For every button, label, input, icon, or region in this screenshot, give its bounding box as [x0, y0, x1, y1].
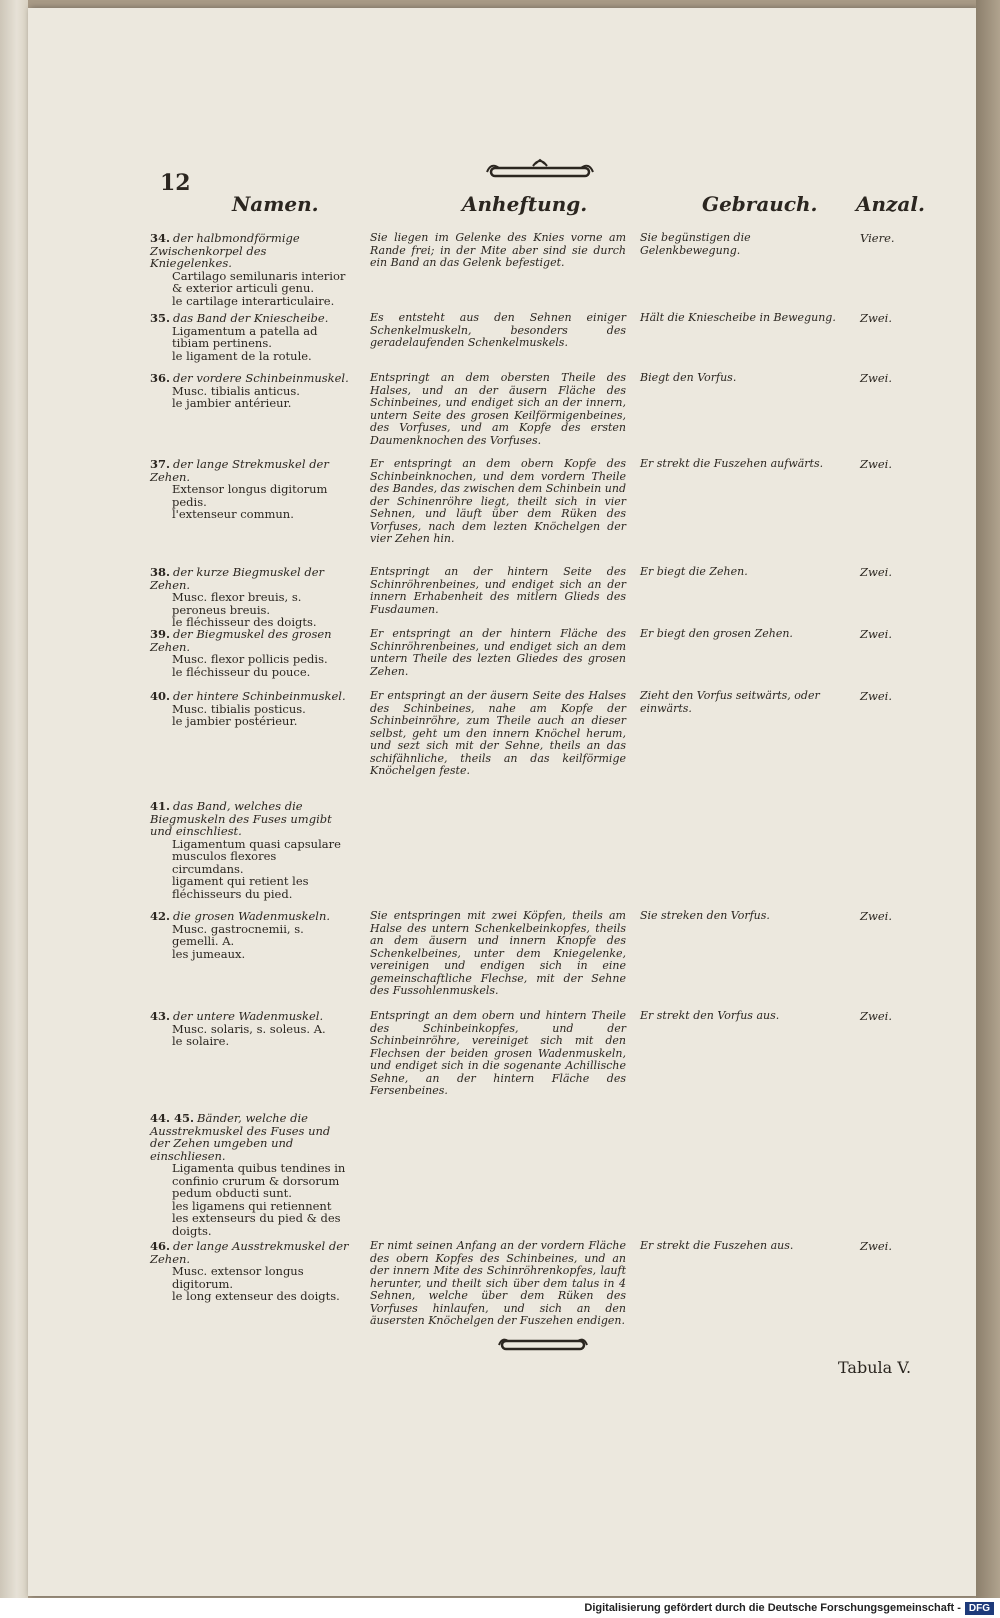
dfg-logo: DFG [965, 1602, 994, 1615]
entry-german-name: der halbmondförmige Zwischenkorpel des Kniegelenkes. [150, 231, 300, 270]
header-attachment: Anheftung. [462, 192, 588, 216]
entry-number: 40. [150, 689, 171, 703]
entry-german-name: der lange Strekmuskel der Zehen. [150, 457, 329, 484]
entry-number: 41. [150, 799, 171, 813]
entry-latin-name: Ligamenta quibus tendines in confinio crurum & dorsorum pedum obducti sunt. [172, 1161, 346, 1200]
scan-background-strip [976, 0, 1000, 1618]
entry-french-name: le jambier antérieur. [172, 396, 292, 410]
top-ornament [485, 158, 595, 186]
entry-number: 46. [150, 1239, 171, 1253]
entry-french-name: le jambier postérieur. [172, 714, 298, 728]
page-number: 12 [160, 170, 191, 196]
entry-french-name: le long extenseur des doigts. [172, 1289, 340, 1303]
entry-attachment: Er entspringt an dem obern Kopfe des Schinbeinknochen, und dem vordern Theile des Bandes, das zwischen dem Schinbein und der Schinenröhre liegt, theilt sich in vier Sehnen, und läuft über dem Rüken des Vorfuses, nach dem lezten Knöchelgen der vier Zehen hin. [370, 457, 626, 545]
entry-name-cell [150, 566, 350, 629]
entry-attachment: Er entspringt an der hintern Fläche des Schinröhrenbeines, und endiget sich an dem untern Theile des lezten Gliedes des grosen Zehen. [370, 627, 626, 678]
entry-latin-name: Musc. tibialis anticus. [172, 383, 300, 398]
entry-use: Sie begünstigen die Gelenkbewegung. [640, 231, 751, 257]
entry-german-name: die grosen Wadenmuskeln. [173, 909, 331, 923]
entry-number: 34. [150, 231, 171, 245]
entry-count: Zwei. [860, 627, 892, 641]
entry-name-cell [150, 1240, 350, 1303]
entry-name-cell [150, 372, 350, 410]
entry-name-cell [150, 1010, 350, 1048]
entry-use: Biegt den Vorfus. [640, 371, 737, 384]
entry-count: Zwei. [860, 457, 892, 471]
entry-name-cell [150, 690, 350, 728]
entry-german-name: der untere Wadenmuskel. [173, 1009, 324, 1023]
entry-use: Hält die Kniescheibe in Bewegung. [640, 311, 836, 324]
entry-french-name: le solaire. [172, 1034, 230, 1048]
entry-french-name: les ligamens qui retiennent les extenseurs du pied & des doigts. [172, 1198, 341, 1238]
entry-latin-name: Musc. solaris, s. soleus. A. [172, 1021, 326, 1036]
header-names: Namen. [232, 192, 319, 216]
entry-latin-name: Cartilago semilunaris interior & exterior articuli genu. [172, 268, 346, 295]
bottom-ornament [498, 1334, 588, 1356]
entry-use: Er biegt die Zehen. [640, 565, 748, 578]
entry-count: Zwei. [860, 909, 892, 923]
entry-attachment: Sie entspringen mit zwei Köpfen, theils am Halse des untern Schenkelbeinkopfes, theils an dem äusern und innern Knopfe des Schenkelbeines, unter dem Kniegelenke, vereinigen und endigen sich in eine gemeinschaftliche Flechse, mit der Sehne des Fussohlenmuskels. [370, 909, 626, 997]
entry-name-cell [150, 232, 350, 307]
entry-count: Zwei. [860, 565, 892, 579]
entry-count: Zwei. [860, 311, 892, 325]
entry-use: Er biegt den grosen Zehen. [640, 627, 793, 640]
entry-number: 35. [150, 311, 171, 325]
entry-german-name: Bänder, welche die Ausstrekmuskel des Fuses und der Zehen umgeben und einschliesen. [150, 1111, 331, 1163]
entry-count: Zwei. [860, 371, 892, 385]
entry-count: Viere. [860, 231, 895, 245]
entry-attachment: Entspringt an dem obern und hintern Theile des Schinbeinkopfes, und der Schinbeinröhre, vereiniget sich mit den Flechsen der beiden grosen Wadenmuskeln, und endiget sich in die sogenante Achillische Sehne, an der hintern Fläche des Fersenbeines. [370, 1009, 626, 1097]
footer-text: Digitalisierung gefördert durch die Deutsche Forschungsgemeinschaft - [584, 1602, 961, 1614]
entry-number: 39. [150, 627, 171, 641]
entry-count: Zwei. [860, 1009, 892, 1023]
entry-german-name: der kurze Biegmuskel der Zehen. [150, 565, 325, 592]
entry-latin-name: Musc. flexor breuis, s. peroneus breuis. [172, 590, 302, 617]
entry-attachment: Sie liegen im Gelenke des Knies vorne am Rande frei; in der Mite aber sind sie durch ein Band an das Gelenk befestiget. [370, 231, 626, 269]
entry-name-cell [150, 800, 350, 900]
entry-number: 37. [150, 457, 171, 471]
entry-french-name: les jumeaux. [172, 946, 246, 961]
entry-name-cell [150, 628, 350, 678]
entry-number: 38. [150, 565, 171, 579]
entry-latin-name: Extensor longus digitorum pedis. [172, 482, 328, 509]
entry-attachment: Er entspringt an der äusern Seite des Halses des Schinbeines, nahe am Kopfe der Schinbeinröhre, zum Theile auch an dieser selbst, geht um den innern Knöchel herum, und sezt sich mit der Sehne, theils an das schifähnliche, theils an das keilförmige Knöchelgen feste. [370, 689, 626, 777]
entry-name-cell [150, 910, 350, 960]
entry-attachment: Er nimt seinen Anfang an der vordern Fläche des obern Kopfes des Schinbeines, und an der innern Mite des Schinröhrenkopfes, lauft herunter, und theilt sich über dem talus in 4 Sehnen, welche über dem Rüken des Vorfuses hinlaufen, und sich an den äusersten Knöchelgen der Fuszehen endigen. [370, 1239, 626, 1327]
entry-use: Er strekt die Fuszehen aus. [640, 1239, 794, 1252]
entry-latin-name: Musc. extensor longus digitorum. [172, 1264, 304, 1291]
entry-use: Er strekt die Fuszehen aufwärts. [640, 457, 824, 470]
entry-number: 36. [150, 371, 171, 385]
entry-german-name: der hintere Schinbeinmuskel. [173, 689, 346, 703]
entry-name-cell [150, 458, 350, 521]
entry-french-name: le ligament de la rotule. [172, 348, 312, 363]
entry-latin-name: Musc. gastrocnemii, s. gemelli. A. [172, 921, 304, 948]
entry-latin-name: Musc. flexor pollicis pedis. [172, 652, 328, 666]
digitization-footer [0, 1598, 1000, 1618]
header-count: Anzal. [856, 192, 925, 216]
entry-german-name: der vordere Schinbeinmuskel. [173, 371, 349, 385]
entry-latin-name: Musc. tibialis posticus. [172, 701, 306, 716]
entry-german-name: der lange Ausstrekmuskel der Zehen. [150, 1239, 349, 1266]
entry-count: Zwei. [860, 689, 892, 703]
entry-french-name: l'extenseur commun. [172, 507, 294, 521]
entry-number: 44. 45. [150, 1111, 195, 1125]
entry-name-cell [150, 312, 350, 362]
entry-use: Zieht den Vorfus seitwärts, oder einwärts. [640, 689, 820, 715]
entry-attachment: Entspringt an dem obersten Theile des Halses, und an der äusern Fläche des Schinbeines, und endiget sich an der innern, untern Seite des grosen Keilförmigenbeines, des Vorfuses, und am Kopfe des ersten Daumenknochen des Vorfuses. [370, 371, 626, 447]
entry-latin-name: Ligamentum a patella ad tibiam pertinens. [172, 323, 318, 350]
entry-attachment: Es entsteht aus den Sehnen einiger Schenkelmuskeln, besonders des geradelaufenden Schenkelmuskels. [370, 311, 626, 349]
entry-german-name: der Biegmuskel des grosen Zehen. [150, 627, 332, 654]
header-use: Gebrauch. [702, 192, 818, 216]
entry-number: 43. [150, 1009, 171, 1023]
entry-count: Zwei. [860, 1239, 892, 1253]
tabula-label: Tabula V. [838, 1358, 912, 1377]
entry-french-name: ligament qui retient les fléchisseurs du pied. [172, 874, 309, 901]
entry-use: Sie streken den Vorfus. [640, 909, 770, 922]
entry-french-name: le fléchisseur du pouce. [172, 664, 311, 679]
entry-french-name: le fléchisseur des doigts. [172, 615, 317, 629]
entry-french-name: le cartilage interarticulaire. [172, 293, 335, 308]
entry-number: 42. [150, 909, 171, 923]
entry-german-name: das Band der Kniescheibe. [173, 311, 329, 325]
entry-attachment: Entspringt an der hintern Seite des Schinröhrenbeines, und endiget sich an der innern Erhabenheit des mitlern Glieds des Fusdaumen. [370, 565, 626, 616]
entry-latin-name: Ligamentum quasi capsulare musculos flexores circumdans. [172, 836, 341, 876]
entry-use: Er strekt den Vorfus aus. [640, 1009, 780, 1022]
entry-german-name: das Band, welches die Biegmuskeln des Fuses umgibt und einschliest. [150, 799, 332, 838]
page-edge [0, 0, 28, 1600]
entry-name-cell [150, 1112, 350, 1237]
